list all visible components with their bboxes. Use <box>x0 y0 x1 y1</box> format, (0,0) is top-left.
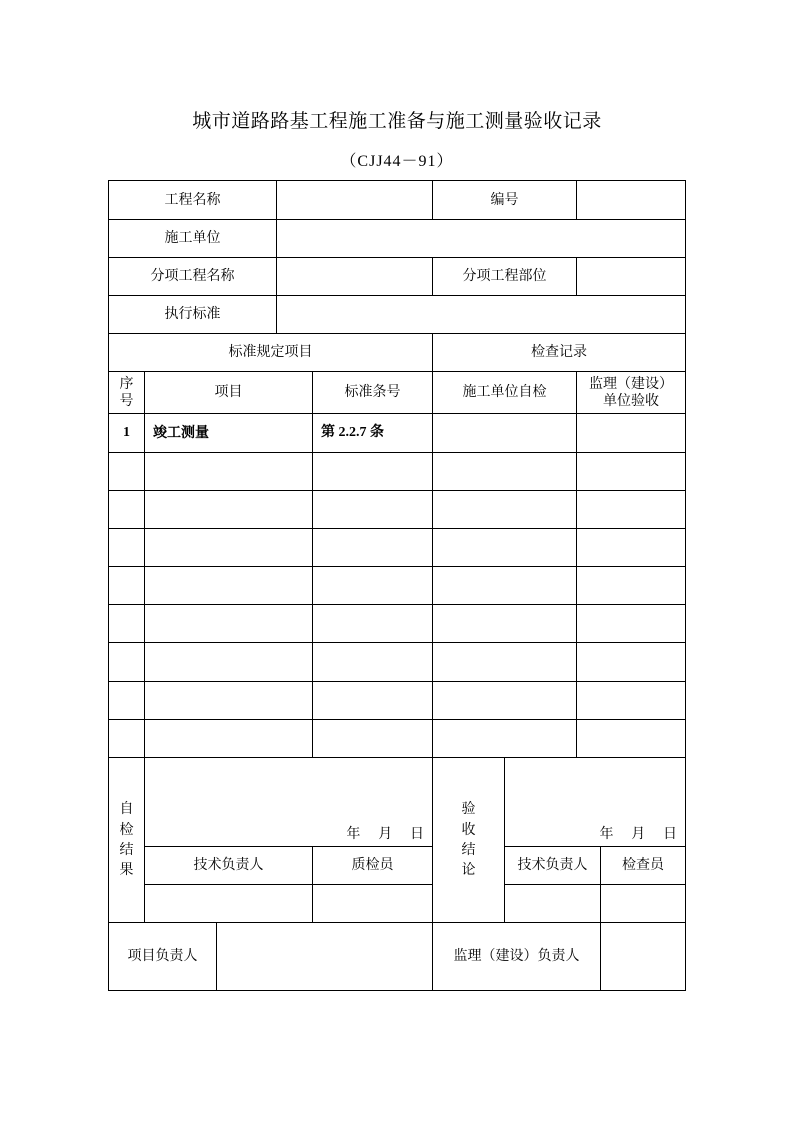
acceptance-tech-lead-signature[interactable] <box>505 885 601 923</box>
exec-standard-label: 执行标准 <box>109 296 277 334</box>
item-header: 项目 <box>145 372 313 414</box>
self-result-char: 检 <box>119 821 134 838</box>
row-item[interactable] <box>145 720 313 758</box>
project-name-value[interactable] <box>277 181 433 220</box>
row-item[interactable] <box>145 491 313 529</box>
self-tech-lead-signature[interactable] <box>145 885 313 923</box>
acceptance-tech-lead-label: 技术负责人 <box>505 847 601 885</box>
table-row <box>109 453 686 491</box>
row-item[interactable] <box>145 453 313 491</box>
std-items-header: 标准规定项目 <box>109 334 433 372</box>
number-value[interactable] <box>577 181 686 220</box>
row-clause[interactable] <box>313 605 433 643</box>
inspection-form-table <box>108 180 686 991</box>
row-acceptance[interactable] <box>577 605 686 643</box>
acceptance-result-char: 验 <box>461 801 476 818</box>
row-seq <box>109 643 145 682</box>
acceptance-result-label <box>433 758 505 923</box>
row-seq <box>109 491 145 529</box>
row-self-check[interactable] <box>433 720 577 758</box>
supervision-accept-header: 监理（建设）单位验收 <box>577 372 686 414</box>
row-self-check[interactable] <box>433 453 577 491</box>
table-row <box>109 491 686 529</box>
construction-unit-label: 施工单位 <box>109 220 277 258</box>
table-row <box>109 529 686 567</box>
row-seq <box>109 720 145 758</box>
row-self-check[interactable] <box>433 567 577 605</box>
construction-unit-value[interactable] <box>277 220 686 258</box>
table-row <box>109 643 686 682</box>
self-result-char: 结 <box>119 842 134 858</box>
row-acceptance[interactable] <box>577 529 686 567</box>
row-clause[interactable] <box>313 529 433 567</box>
self-result-label <box>109 758 145 923</box>
document-title: 城市道路路基工程施工准备与施工测量验收记录 <box>192 110 602 132</box>
std-clause-header: 标准条号 <box>313 372 433 414</box>
sub-project-name-label: 分项工程名称 <box>109 258 277 296</box>
row-seq <box>109 567 145 605</box>
row-self-check[interactable] <box>433 529 577 567</box>
row-clause[interactable] <box>313 567 433 605</box>
row-acceptance[interactable] <box>577 414 686 453</box>
sub-project-part-value[interactable] <box>577 258 686 296</box>
row-self-check[interactable] <box>433 605 577 643</box>
row-item[interactable] <box>145 682 313 720</box>
row-self-check[interactable] <box>433 682 577 720</box>
row-acceptance[interactable] <box>577 567 686 605</box>
row-seq: 1 <box>109 414 145 453</box>
row-acceptance[interactable] <box>577 491 686 529</box>
seq-header: 序号 <box>109 372 145 414</box>
row-item[interactable] <box>145 605 313 643</box>
acceptance-result-char: 收 <box>461 821 476 838</box>
project-name-label: 工程名称 <box>109 181 277 220</box>
supervision-lead-label: 监理（建设）负责人 <box>433 923 601 991</box>
row-item[interactable] <box>145 643 313 682</box>
row-clause[interactable] <box>313 682 433 720</box>
row-item[interactable] <box>145 529 313 567</box>
number-label: 编号 <box>433 181 577 220</box>
self-tech-lead-label: 技术负责人 <box>145 847 313 885</box>
self-result-char: 果 <box>119 862 134 879</box>
sub-project-name-value[interactable] <box>277 258 433 296</box>
self-qc-signature[interactable] <box>313 885 433 923</box>
acceptance-inspector-signature[interactable] <box>601 885 686 923</box>
table-row <box>109 720 686 758</box>
acceptance-result-char: 论 <box>461 862 476 879</box>
table-row <box>109 567 686 605</box>
project-lead-label: 项目负责人 <box>109 923 217 991</box>
row-clause[interactable] <box>313 453 433 491</box>
project-lead-signature[interactable] <box>217 923 433 991</box>
row-seq <box>109 605 145 643</box>
acceptance-result-date[interactable]: 年 月 日 <box>505 758 686 847</box>
sub-project-part-label: 分项工程部位 <box>433 258 577 296</box>
self-result-date[interactable]: 年 月 日 <box>145 758 433 847</box>
inspection-record-header: 检查记录 <box>433 334 686 372</box>
row-clause[interactable] <box>313 491 433 529</box>
supervision-lead-signature[interactable] <box>601 923 686 991</box>
row-acceptance[interactable] <box>577 720 686 758</box>
row-acceptance[interactable] <box>577 643 686 682</box>
row-clause[interactable] <box>313 643 433 682</box>
table-row <box>109 605 686 643</box>
row-clause[interactable] <box>313 720 433 758</box>
row-seq <box>109 682 145 720</box>
table-row <box>109 682 686 720</box>
row-self-check[interactable] <box>433 414 577 453</box>
self-check-header: 施工单位自检 <box>433 372 577 414</box>
row-self-check[interactable] <box>433 643 577 682</box>
acceptance-inspector-label: 检查员 <box>601 847 686 885</box>
row-acceptance[interactable] <box>577 682 686 720</box>
document-subtitle: （CJJ44－91） <box>340 153 454 170</box>
row-item[interactable] <box>145 567 313 605</box>
row-acceptance[interactable] <box>577 453 686 491</box>
self-qc-label: 质检员 <box>313 847 433 885</box>
row-clause: 第 2.2.7 条 <box>313 414 433 453</box>
row-seq <box>109 529 145 567</box>
row-seq <box>109 453 145 491</box>
row-self-check[interactable] <box>433 491 577 529</box>
table-row <box>109 414 686 453</box>
row-item: 竣工测量 <box>145 414 313 453</box>
exec-standard-value[interactable] <box>277 296 686 334</box>
acceptance-result-char: 结 <box>461 842 476 858</box>
self-result-char: 自 <box>119 801 134 818</box>
